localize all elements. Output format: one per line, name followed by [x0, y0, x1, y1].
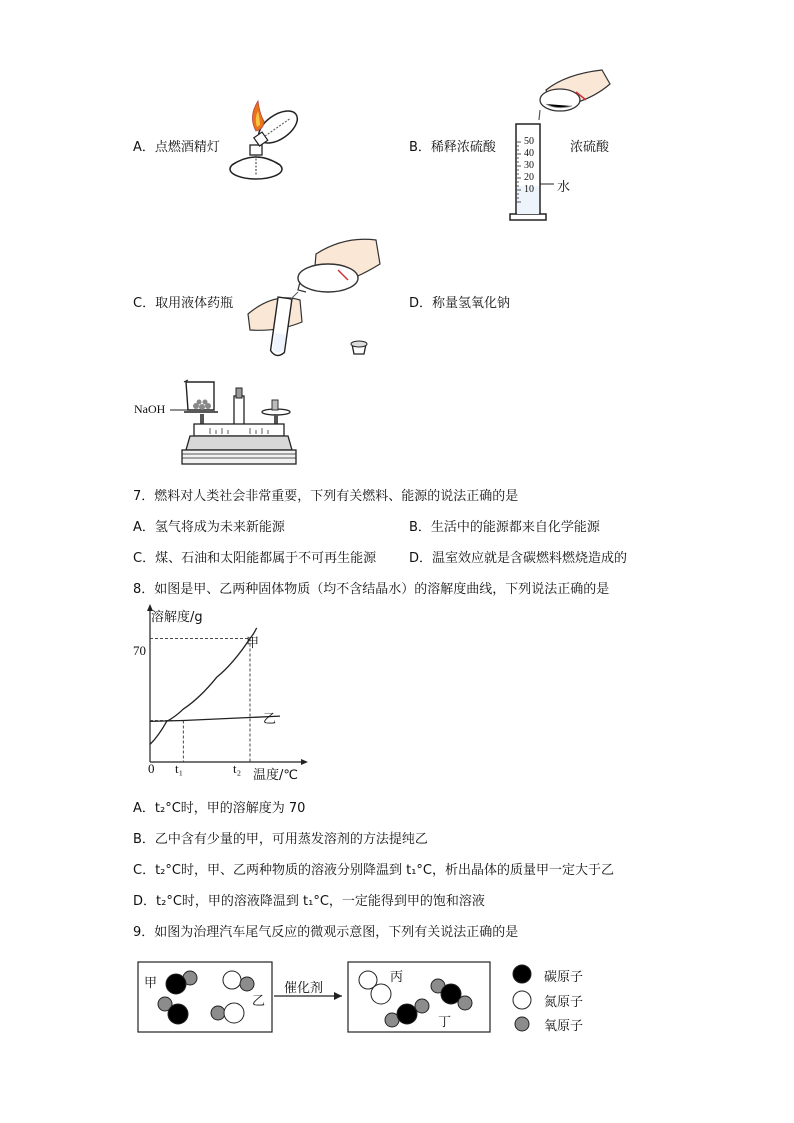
q7-option-c: C．煤、石油和太阳能都属于不可再生能源 [133, 551, 377, 566]
balance-illustration [180, 378, 298, 470]
cylinder-tick-30: 30 [524, 160, 534, 171]
acid-label: 浓硫酸 [570, 140, 610, 155]
arrow-head-icon [334, 992, 342, 1000]
q7-option-d: D．温室效应就是含碳燃料燃烧造成的 [409, 551, 628, 566]
q8-option-b: B．乙中含有少量的甲，可用蒸发溶剂的方法提纯乙 [133, 832, 428, 847]
naoh-pointer-line [170, 408, 192, 412]
alcohol-lamp-illustration [226, 97, 308, 187]
q7-stem: 7．燃料对人类社会非常重要，下列有关燃料、能源的说法正确的是 [133, 489, 519, 504]
chart-axes [147, 604, 308, 765]
option-a-text: A．点燃酒精灯 [133, 140, 220, 155]
chart-origin-label: 0 [148, 761, 155, 776]
nitrogen-atom [224, 1003, 244, 1023]
oxygen-atom [211, 1006, 225, 1020]
chart-x-tick-t2: t₂ [233, 761, 242, 776]
x-axis-arrow-icon [301, 759, 308, 765]
cylinder-tick-40: 40 [524, 148, 534, 159]
oxygen-atom [415, 999, 429, 1013]
reactant-label-jia: 甲 [144, 976, 158, 991]
solubility-chart [130, 604, 310, 784]
series-line-jia [150, 628, 260, 744]
catalyst-label: 催化剂 [284, 981, 324, 996]
legend-carbon-label: 碳原子 [544, 970, 584, 985]
water-label: 水 [557, 180, 571, 195]
chart-y-axis-label: 溶解度/g [151, 610, 203, 625]
series-label-jia: 甲 [246, 636, 260, 651]
q8-option-d: D．t₂°C时，甲的溶液降温到 t₁°C，一定能得到甲的饱和溶液 [133, 894, 485, 909]
nitrogen-atom [371, 984, 391, 1004]
legend-oxygen-swatch [515, 1017, 529, 1031]
legend-swatches [513, 965, 531, 1031]
chart-x-tick-t1: t₁ [175, 761, 184, 776]
product-label-bing: 丙 [390, 970, 404, 985]
nitrogen-atom [223, 971, 241, 989]
legend-nitrogen-swatch [513, 991, 531, 1009]
carbon-atom [168, 1004, 188, 1024]
option-b-text: B．稀释浓硫酸 [409, 140, 496, 155]
oxygen-atom [458, 996, 472, 1010]
q7-option-b: B．生活中的能源都来自化学能源 [409, 520, 600, 535]
legend-nitrogen-label: 氮原子 [544, 995, 584, 1010]
option-d-text: D．称量氢氧化钠 [409, 296, 511, 311]
q7-option-a: A．氢气将成为未来新能源 [133, 520, 285, 535]
carbon-atom [397, 1004, 417, 1024]
chart-series [150, 628, 280, 744]
series-label-yi: 乙 [263, 712, 277, 727]
cylinder-tick-labels [524, 136, 534, 196]
cylinder-tick-50: 50 [524, 136, 534, 147]
legend-oxygen-label: 氧原子 [544, 1019, 584, 1034]
chart-y-tick-70: 70 [133, 643, 146, 658]
product-label-ding: 丁 [438, 1015, 452, 1030]
cylinder-tick-20: 20 [524, 172, 534, 183]
naoh-label: NaOH [134, 402, 166, 416]
chart-x-axis-label: 温度/℃ [253, 768, 298, 783]
reactant-label-yi: 乙 [252, 994, 266, 1009]
cylinder-tick-10: 10 [524, 184, 534, 195]
q8-stem: 8．如图是甲、乙两种固体物质（均不含结晶水）的溶解度曲线，下列说法正确的是 [133, 582, 610, 597]
reaction-diagram [136, 958, 606, 1038]
q8-option-c: C．t₂°C时，甲、乙两种物质的溶液分别降温到 t₁°C，析出晶体的质量甲一定大于乙 [133, 863, 614, 878]
pour-liquid-illustration [244, 234, 384, 364]
option-c-text: C．取用液体药瓶 [133, 296, 234, 311]
q8-option-a: A．t₂°C时，甲的溶解度为 70 [133, 801, 306, 816]
q9-stem: 9．如图为治理汽车尾气反应的微观示意图，下列有关说法正确的是 [133, 925, 519, 940]
oxygen-atom [240, 977, 254, 991]
legend-carbon-swatch [513, 965, 531, 983]
series-line-yi [150, 716, 280, 721]
carbon-atom [166, 974, 186, 994]
chart-guides [150, 638, 250, 762]
